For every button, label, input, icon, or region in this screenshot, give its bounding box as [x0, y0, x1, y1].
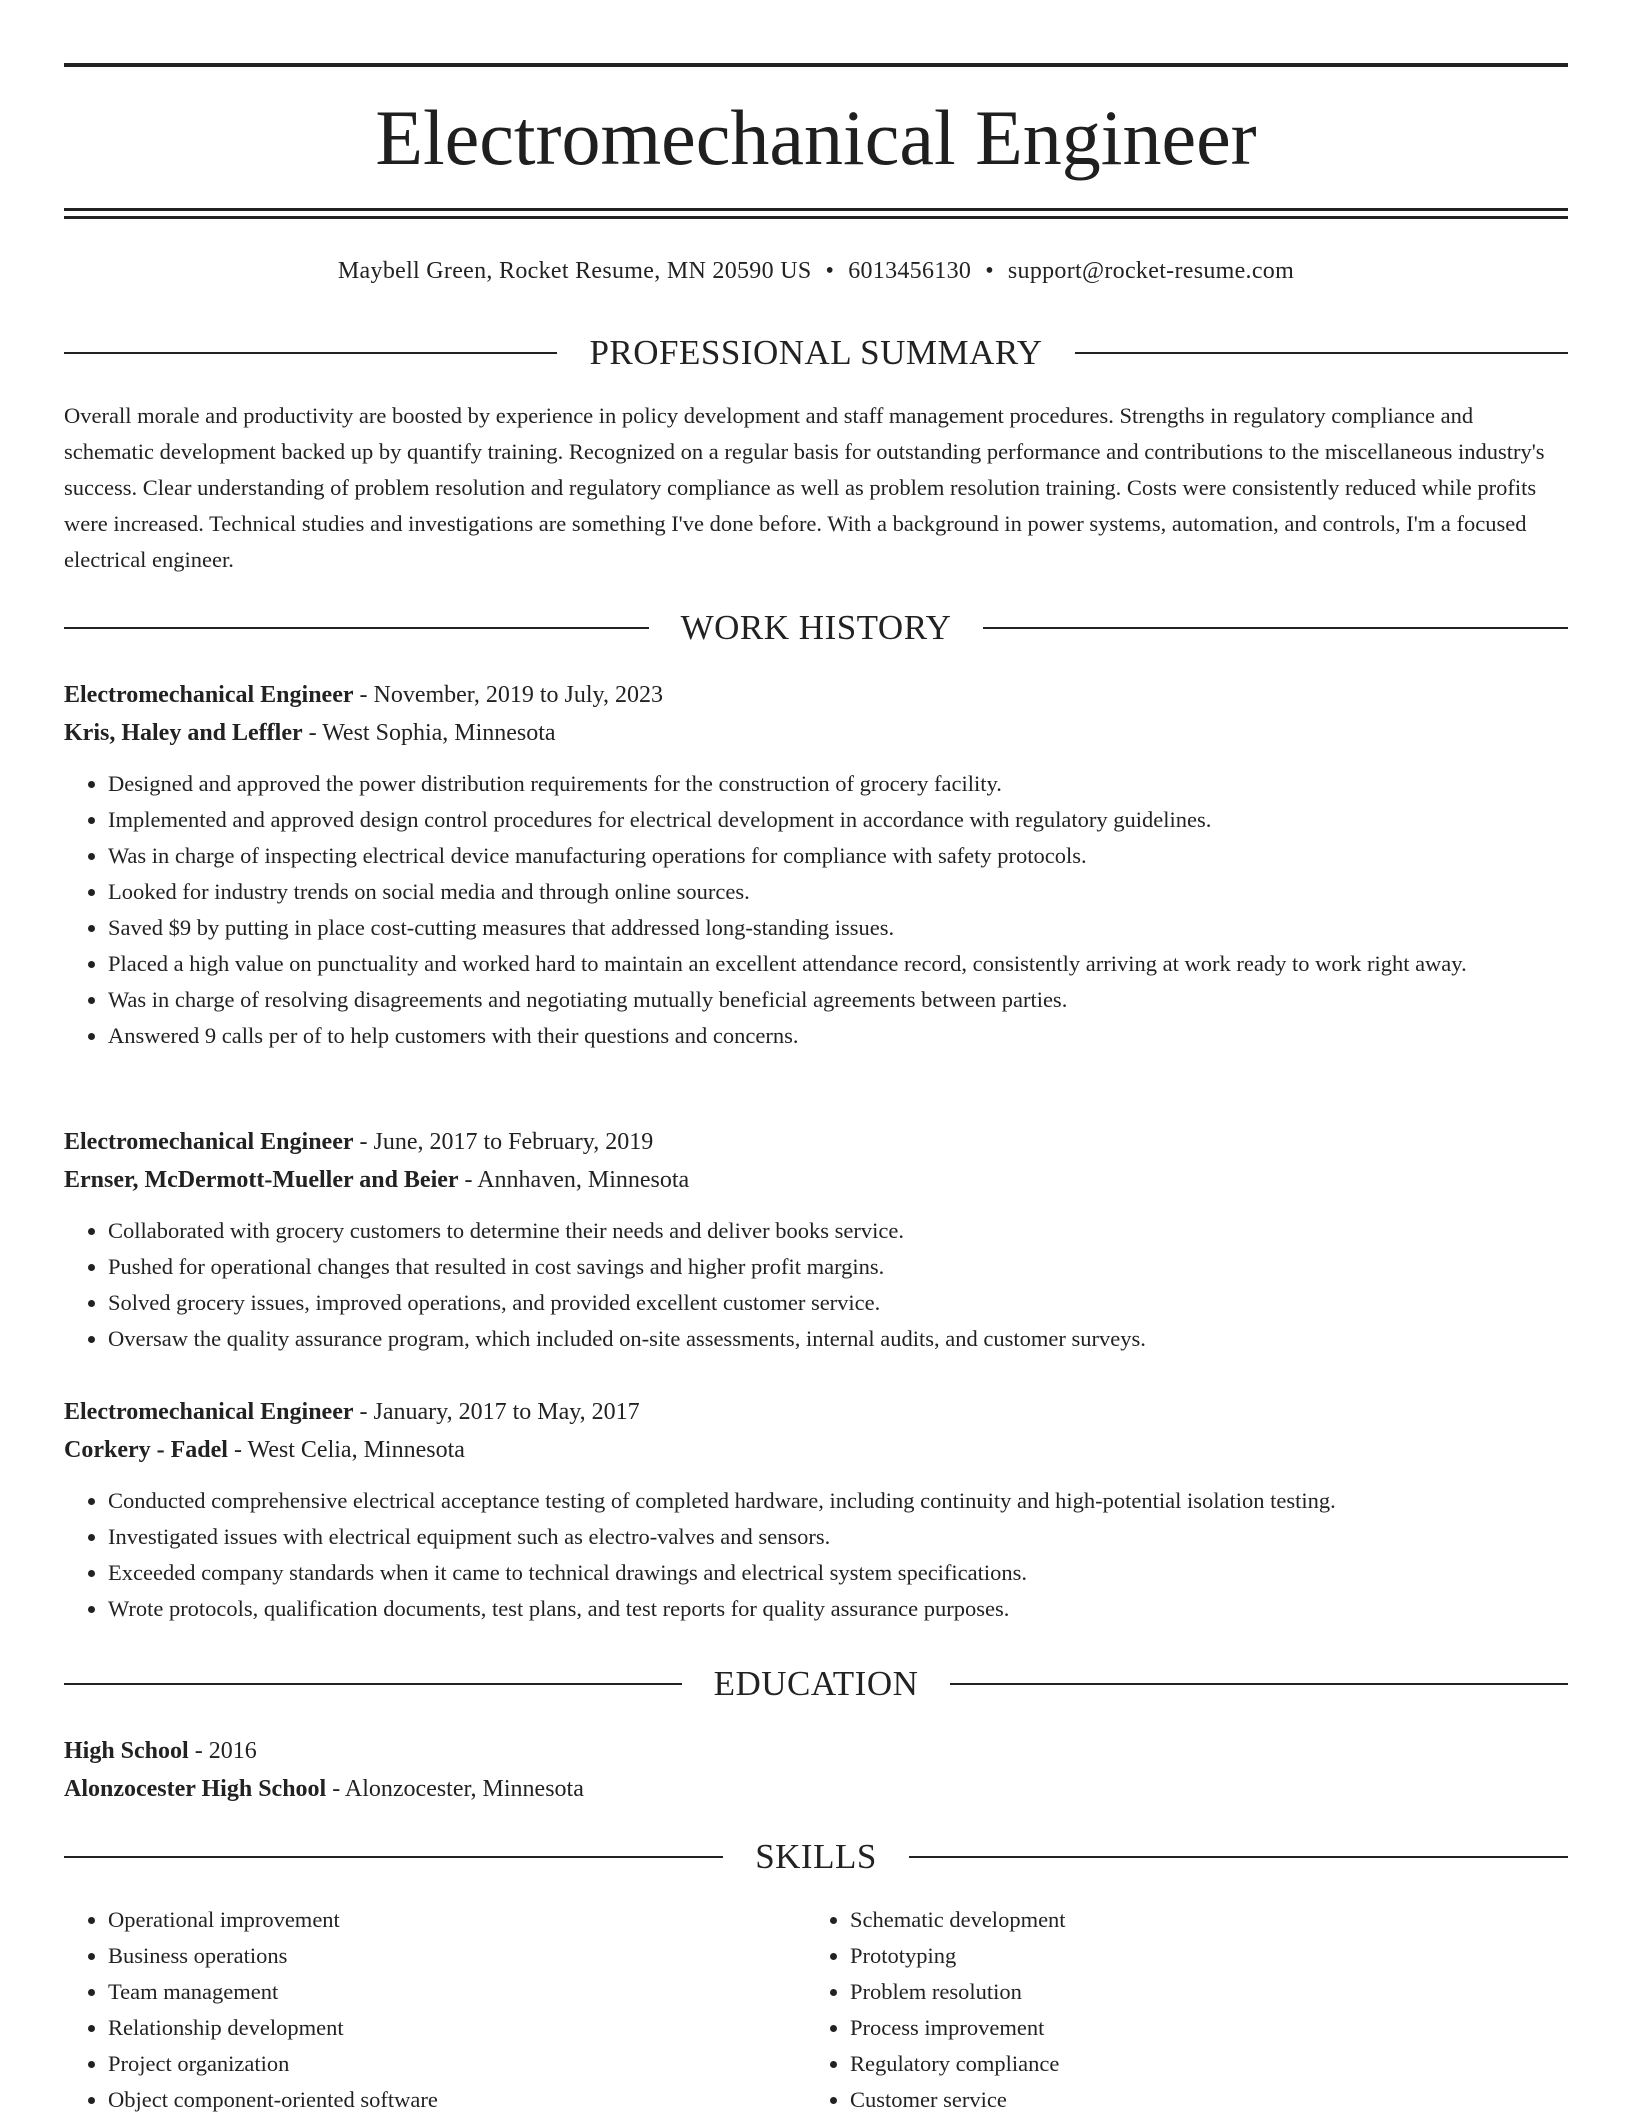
job-company-row: [64, 1431, 1568, 1469]
header-double-rule-lower: [64, 216, 1568, 219]
section-title-education: EDUCATION: [713, 1664, 919, 1703]
skill-item: • Project organization: [108, 2046, 806, 2082]
contact-separator: •: [825, 258, 835, 284]
divider: [909, 1856, 1568, 1858]
job-entry: [64, 1393, 1568, 1627]
page-title: Electromechanical Engineer: [375, 94, 1257, 181]
job-bullet: • Conducted comprehensive electrical acceptance testing of completed hardware, including continuity and high-potential isolation testing.: [108, 1483, 1568, 1519]
education-entry: [64, 1732, 1568, 1808]
contact-line: [64, 254, 1568, 288]
job-dates: - November, 2019 to July, 2023: [353, 682, 663, 708]
job-bullet: • Placed a high value on punctuality and worked hard to maintain an excellent attendance record, consistently arriving at work ready to work right away.: [108, 946, 1568, 982]
skill-item: • Team management: [108, 1974, 806, 2010]
job-bullet: • Looked for industry trends on social media and through online sources.: [108, 874, 1568, 910]
job-bullets: [64, 766, 1568, 1054]
skills-column-left: [64, 1902, 806, 2112]
job-location: - Annhaven, Minnesota: [458, 1167, 690, 1193]
education-school: Alonzocester High School: [64, 1776, 327, 1802]
section-heading-summary: [64, 331, 1568, 375]
divider: [64, 1856, 723, 1858]
skill-item: • Business operations: [108, 1938, 806, 1974]
skill-item: • Problem resolution: [850, 1974, 1548, 2010]
job-company: Corkery - Fadel: [64, 1437, 228, 1463]
divider: [1075, 352, 1568, 354]
job-bullets: [64, 1483, 1568, 1627]
job-bullet: • Pushed for operational changes that resulted in cost savings and higher profit margins.: [108, 1249, 1568, 1285]
header-top-rule: [64, 63, 1568, 67]
job-bullet: • Answered 9 calls per of to help customers with their questions and concerns.: [108, 1018, 1568, 1054]
section-title-summary: PROFESSIONAL SUMMARY: [589, 333, 1043, 372]
divider: [64, 627, 649, 629]
job-bullet: • Collaborated with grocery customers to determine their needs and deliver books service.: [108, 1213, 1568, 1249]
skill-item: • Object component-oriented software: [108, 2082, 806, 2112]
job-company-row: [64, 1161, 1568, 1199]
job-dates: - January, 2017 to May, 2017: [353, 1399, 640, 1425]
skills-column-right: [806, 1902, 1548, 2112]
skill-item: • Relationship development: [108, 2010, 806, 2046]
job-location: - West Sophia, Minnesota: [302, 720, 556, 746]
skill-item: • Process improvement: [850, 2010, 1548, 2046]
section-heading-education: [64, 1662, 1568, 1706]
job-location: - West Celia, Minnesota: [227, 1437, 465, 1463]
contact-phone: 6013456130: [848, 258, 972, 284]
job-bullet: • Investigated issues with electrical equipment such as electro-valves and sensors.: [108, 1519, 1568, 1555]
education-degree-row: [64, 1732, 1568, 1770]
education-year: - 2016: [188, 1738, 257, 1764]
job-company-row: [64, 714, 1568, 752]
divider: [950, 1683, 1568, 1685]
education-degree: High School: [64, 1738, 189, 1764]
divider: [64, 1683, 682, 1685]
education-location: - Alonzocester, Minnesota: [326, 1776, 584, 1802]
job-bullet: • Saved $9 by putting in place cost-cutting measures that addressed long-standing issues.: [108, 910, 1568, 946]
job-bullet: • Oversaw the quality assurance program, which included on-site assessments, internal audits, and customer surveys.: [108, 1321, 1568, 1357]
job-bullets: [64, 1213, 1568, 1357]
skills-list: [64, 1902, 1568, 2112]
job-bullet: • Was in charge of resolving disagreements and negotiating mutually beneficial agreements between parties.: [108, 982, 1568, 1018]
job-title: Electromechanical Engineer: [64, 1399, 354, 1425]
job-title-row: [64, 676, 1568, 714]
contact-email: support@rocket-resume.com: [1007, 258, 1295, 284]
job-title: Electromechanical Engineer: [64, 1129, 354, 1155]
job-company: Ernser, McDermott-Mueller and Beier: [64, 1167, 459, 1193]
job-bullet: • Implemented and approved design control procedures for electrical development in accordance with regulatory guidelines.: [108, 802, 1568, 838]
section-title-skills: SKILLS: [755, 1837, 877, 1876]
job-dates: - June, 2017 to February, 2019: [353, 1129, 654, 1155]
job-entry: [64, 676, 1568, 1054]
job-bullet: • Wrote protocols, qualification documents, test plans, and test reports for quality assurance purposes.: [108, 1591, 1568, 1627]
skill-item: • Customer service: [850, 2082, 1548, 2112]
skill-item: • Prototyping: [850, 1938, 1548, 1974]
job-entry: [64, 1123, 1568, 1357]
skill-item: • Operational improvement: [108, 1902, 806, 1938]
summary-text: Overall morale and productivity are boosted by experience in policy development and staff management procedures. Strengths in regulatory compliance and schematic development backed up by quantify training. Recognized on a regular basis for outstanding performance and contributions to the miscellaneous industry's success. Clear understanding of problem resolution and regulatory compliance as well as problem resolution training. Costs were consistently reduced while profits were increased. Technical studies and investigations are something I've done before. With a background in power systems, automation, and controls, I'm a focused electrical engineer.: [64, 403, 1545, 572]
skill-item: • Schematic development: [850, 1902, 1548, 1938]
job-bullet: • Designed and approved the power distribution requirements for the construction of grocery facility.: [108, 766, 1568, 802]
job-bullet: • Exceeded company standards when it came to technical drawings and electrical system specifications.: [108, 1555, 1568, 1591]
job-company: Kris, Haley and Leffler: [64, 720, 303, 746]
skill-item: • Regulatory compliance: [850, 2046, 1548, 2082]
contact-separator: •: [985, 258, 994, 284]
divider: [64, 352, 557, 354]
job-title-row: [64, 1393, 1568, 1431]
section-heading-work-history: [64, 606, 1568, 650]
job-title-row: [64, 1123, 1568, 1161]
job-title: Electromechanical Engineer: [64, 682, 354, 708]
section-heading-skills: [64, 1835, 1568, 1879]
section-title-work-history: WORK HISTORY: [680, 608, 952, 647]
header-double-rule-upper: [64, 208, 1568, 211]
job-bullet: • Was in charge of inspecting electrical device manufacturing operations for compliance with safety protocols.: [108, 838, 1568, 874]
contact-address: Maybell Green, Rocket Resume, MN 20590 US: [337, 258, 812, 284]
education-school-row: [64, 1770, 1568, 1808]
job-bullet: • Solved grocery issues, improved operations, and provided excellent customer service.: [108, 1285, 1568, 1321]
divider: [983, 627, 1568, 629]
